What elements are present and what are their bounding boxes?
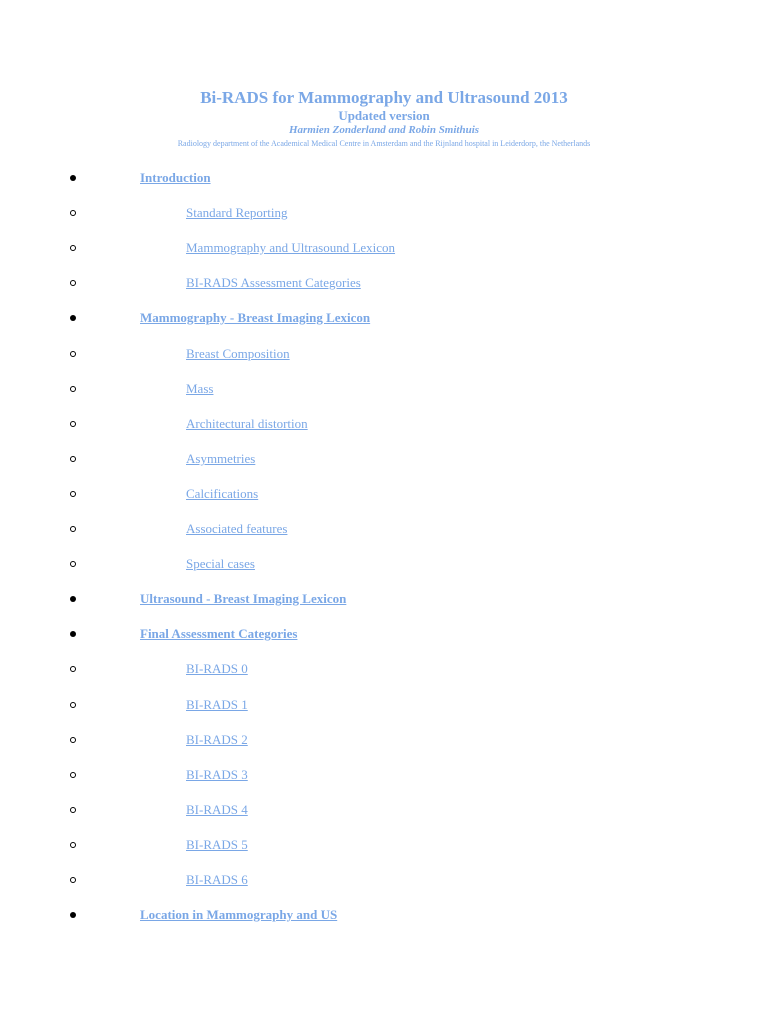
toc-link[interactable]: Standard Reporting: [186, 205, 288, 220]
circle-bullet-icon: [70, 807, 76, 813]
disc-bullet-icon: [70, 315, 76, 321]
page-title: Bi-RADS for Mammography and Ultrasound 2013: [200, 88, 568, 107]
toc-section-item: [0, 170, 768, 190]
toc-subsection-item: [0, 205, 768, 225]
circle-bullet-icon: [70, 386, 76, 392]
toc-subsection-item: [0, 697, 768, 717]
circle-bullet-icon: [70, 351, 76, 357]
toc-section-item: [0, 907, 768, 927]
toc-subsection-item: [0, 732, 768, 752]
toc-subsection-item: [0, 240, 768, 260]
toc-section-item: [0, 626, 768, 646]
toc-link[interactable]: Associated features: [186, 521, 288, 536]
disc-bullet-icon: [70, 631, 76, 637]
circle-bullet-icon: [70, 210, 76, 216]
toc-subsection-item: [0, 802, 768, 822]
circle-bullet-icon: [70, 245, 76, 251]
toc-link[interactable]: BI-RADS 4: [186, 802, 248, 817]
page-subtitle: Updated version: [338, 108, 430, 123]
authors-line: Harmien Zonderland and Robin Smithuis: [288, 124, 480, 136]
circle-bullet-icon: [70, 491, 76, 497]
toc-link[interactable]: Calcifications: [186, 486, 259, 501]
toc-link[interactable]: Asymmetries: [186, 451, 256, 466]
toc-link[interactable]: BI-RADS 0: [186, 661, 248, 676]
toc-subsection-item: [0, 451, 768, 471]
toc-link[interactable]: Location in Mammography and US: [140, 907, 338, 922]
toc-subsection-item: [0, 872, 768, 892]
affiliation-line: Radiology department of the Academical Medical Centre in Amsterdam and the Rijnland hospital in Leiderdorp, the Netherlands: [177, 139, 591, 148]
toc-link[interactable]: Architectural distortion: [186, 416, 308, 431]
toc-link[interactable]: Final Assessment Categories: [140, 626, 298, 641]
circle-bullet-icon: [70, 772, 76, 778]
circle-bullet-icon: [70, 877, 76, 883]
toc-link[interactable]: Breast Composition: [186, 346, 290, 361]
toc-section-item: [0, 591, 768, 611]
toc-link[interactable]: Mass: [186, 381, 214, 396]
circle-bullet-icon: [70, 421, 76, 427]
toc-link[interactable]: Ultrasound - Breast Imaging Lexicon: [140, 591, 347, 606]
toc-subsection-item: [0, 556, 768, 576]
toc-link[interactable]: BI-RADS Assessment Categories: [186, 275, 361, 290]
toc-section-item: [0, 310, 768, 330]
toc-subsection-item: [0, 661, 768, 681]
circle-bullet-icon: [70, 737, 76, 743]
toc-subsection-item: [0, 275, 768, 295]
toc-subsection-item: [0, 346, 768, 366]
toc-subsection-item: [0, 521, 768, 541]
toc-link[interactable]: BI-RADS 2: [186, 732, 248, 747]
toc-subsection-item: [0, 416, 768, 436]
disc-bullet-icon: [70, 596, 76, 602]
circle-bullet-icon: [70, 561, 76, 567]
disc-bullet-icon: [70, 912, 76, 918]
disc-bullet-icon: [70, 175, 76, 181]
circle-bullet-icon: [70, 280, 76, 286]
circle-bullet-icon: [70, 526, 76, 532]
toc-subsection-item: [0, 381, 768, 401]
circle-bullet-icon: [70, 456, 76, 462]
toc-link[interactable]: BI-RADS 5: [186, 837, 248, 852]
toc-subsection-item: [0, 837, 768, 857]
toc-subsection-item: [0, 767, 768, 787]
toc-link[interactable]: Introduction: [140, 170, 211, 185]
toc-link[interactable]: BI-RADS 1: [186, 697, 248, 712]
toc-link[interactable]: BI-RADS 3: [186, 767, 248, 782]
toc-link[interactable]: Mammography - Breast Imaging Lexicon: [140, 310, 371, 325]
circle-bullet-icon: [70, 666, 76, 672]
toc-link[interactable]: Special cases: [186, 556, 255, 571]
toc-subsection-item: [0, 486, 768, 506]
toc-link[interactable]: Mammography and Ultrasound Lexicon: [186, 240, 396, 255]
circle-bullet-icon: [70, 702, 76, 708]
circle-bullet-icon: [70, 842, 76, 848]
toc-link[interactable]: BI-RADS 6: [186, 872, 248, 887]
